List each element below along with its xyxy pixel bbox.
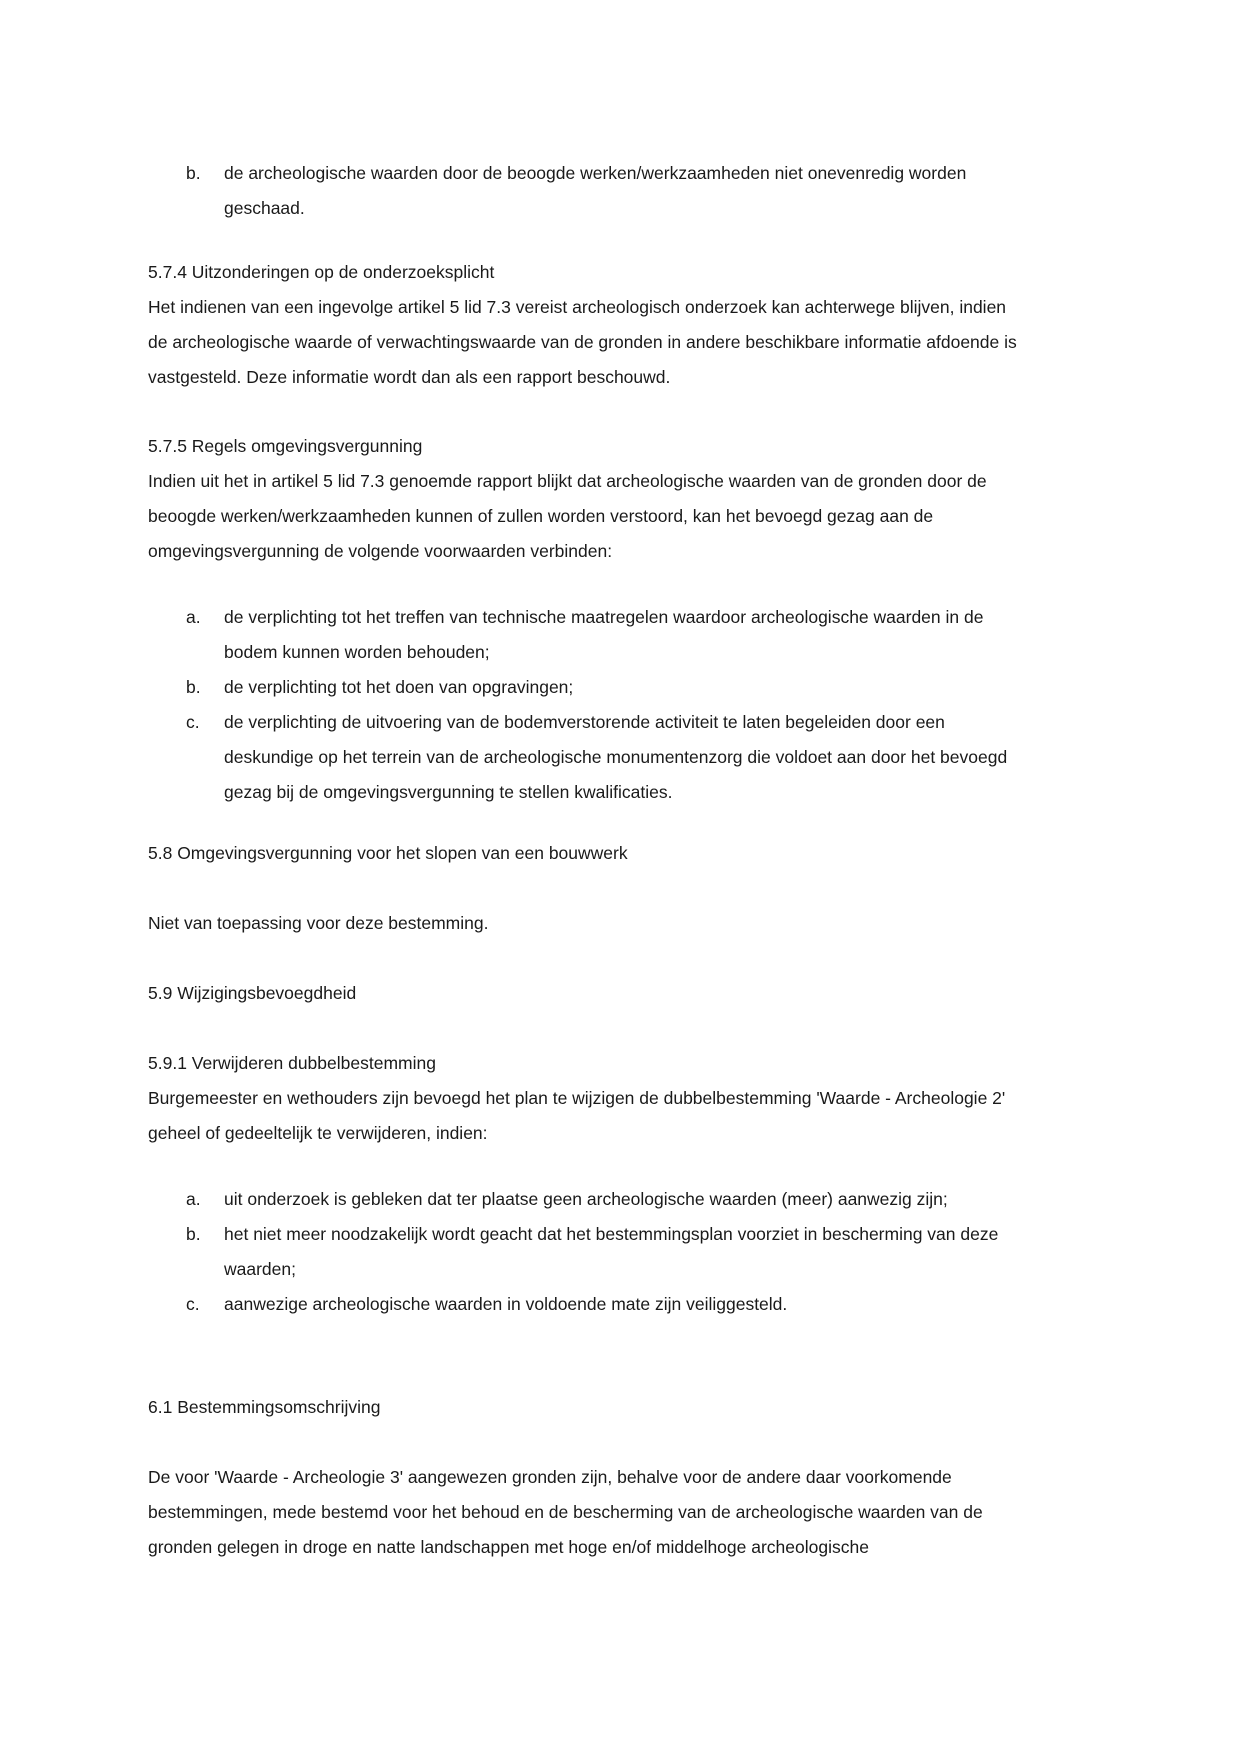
paragraph-line: Niet van toepassing voor deze bestemming. — [148, 913, 489, 933]
list-marker: a. — [186, 607, 201, 627]
section-heading-5-7-5: 5.7.5 Regels omgevingsvergunning — [148, 436, 423, 456]
list-item-text: geschaad. — [224, 198, 305, 218]
list-item-text: de verplichting tot het treffen van technische maatregelen waardoor archeologische waarden in de — [224, 607, 984, 627]
list-item-text: deskundige op het terrein van de archeologische monumentenzorg die voldoet aan door het bevoegd — [224, 747, 1008, 767]
paragraph-line: Indien uit het in artikel 5 lid 7.3 genoemde rapport blijkt dat archeologische waarden van de gronden door de — [148, 471, 987, 491]
paragraph-line: vastgesteld. Deze informatie wordt dan als een rapport beschouwd. — [148, 367, 671, 387]
list-item-text: aanwezige archeologische waarden in voldoende mate zijn veiliggesteld. — [224, 1294, 788, 1314]
list-marker: b. — [186, 163, 201, 183]
paragraph-line: Het indienen van een ingevolge artikel 5 lid 7.3 vereist archeologisch onderzoek kan achterwege blijven, indien — [148, 297, 1007, 317]
list-item-text: gezag bij de omgevingsvergunning te stellen kwalificaties. — [224, 782, 673, 802]
list-item-text: de archeologische waarden door de beoogde werken/werkzaamheden niet onevenredig worden — [224, 163, 967, 183]
list-item-text: bodem kunnen worden behouden; — [224, 642, 490, 662]
list-marker: a. — [186, 1189, 201, 1209]
list-marker: c. — [186, 1294, 200, 1314]
list-item-text: de verplichting tot het doen van opgravingen; — [224, 677, 574, 697]
list-item-text: waarden; — [224, 1259, 296, 1279]
list-item-text: uit onderzoek is gebleken dat ter plaatse geen archeologische waarden (meer) aanwezig zijn; — [224, 1189, 948, 1209]
paragraph-line: Burgemeester en wethouders zijn bevoegd het plan te wijzigen de dubbelbestemming 'Waarde - Archeologie 2' — [148, 1088, 1006, 1108]
list-marker: b. — [186, 677, 201, 697]
paragraph-line: geheel of gedeeltelijk te verwijderen, indien: — [148, 1123, 488, 1143]
paragraph-line: omgevingsvergunning de volgende voorwaarden verbinden: — [148, 541, 613, 561]
paragraph-line: gronden gelegen in droge en natte landschappen met hoge en/of middelhoge archeologische — [148, 1537, 869, 1557]
paragraph-line: bestemmingen, mede bestemd voor het behoud en de bescherming van de archeologische waarden van de — [148, 1502, 983, 1522]
section-heading-6-1: 6.1 Bestemmingsomschrijving — [148, 1397, 381, 1417]
paragraph-line: beoogde werken/werkzaamheden kunnen of zullen worden verstoord, kan het bevoegd gezag aan de — [148, 506, 934, 526]
list-item-text: het niet meer noodzakelijk wordt geacht dat het bestemmingsplan voorziet in bescherming van deze — [224, 1224, 999, 1244]
list-item-text: de verplichting de uitvoering van de bodemverstorende activiteit te laten begeleiden door een — [224, 712, 945, 732]
section-heading-5-9-1: 5.9.1 Verwijderen dubbelbestemming — [148, 1053, 436, 1073]
paragraph-line: de archeologische waarde of verwachtingswaarde van de gronden in andere beschikbare informatie afdoende is — [148, 332, 1017, 352]
list-marker: b. — [186, 1224, 201, 1244]
paragraph-line: De voor 'Waarde - Archeologie 3' aangewezen gronden zijn, behalve voor de andere daar voorkomende — [148, 1467, 952, 1487]
list-marker: c. — [186, 712, 200, 732]
section-heading-5-8: 5.8 Omgevingsvergunning voor het slopen van een bouwwerk — [148, 843, 628, 863]
section-heading-5-9: 5.9 Wijzigingsbevoegdheid — [148, 983, 357, 1003]
section-heading-5-7-4: 5.7.4 Uitzonderingen op de onderzoeksplicht — [148, 262, 495, 282]
